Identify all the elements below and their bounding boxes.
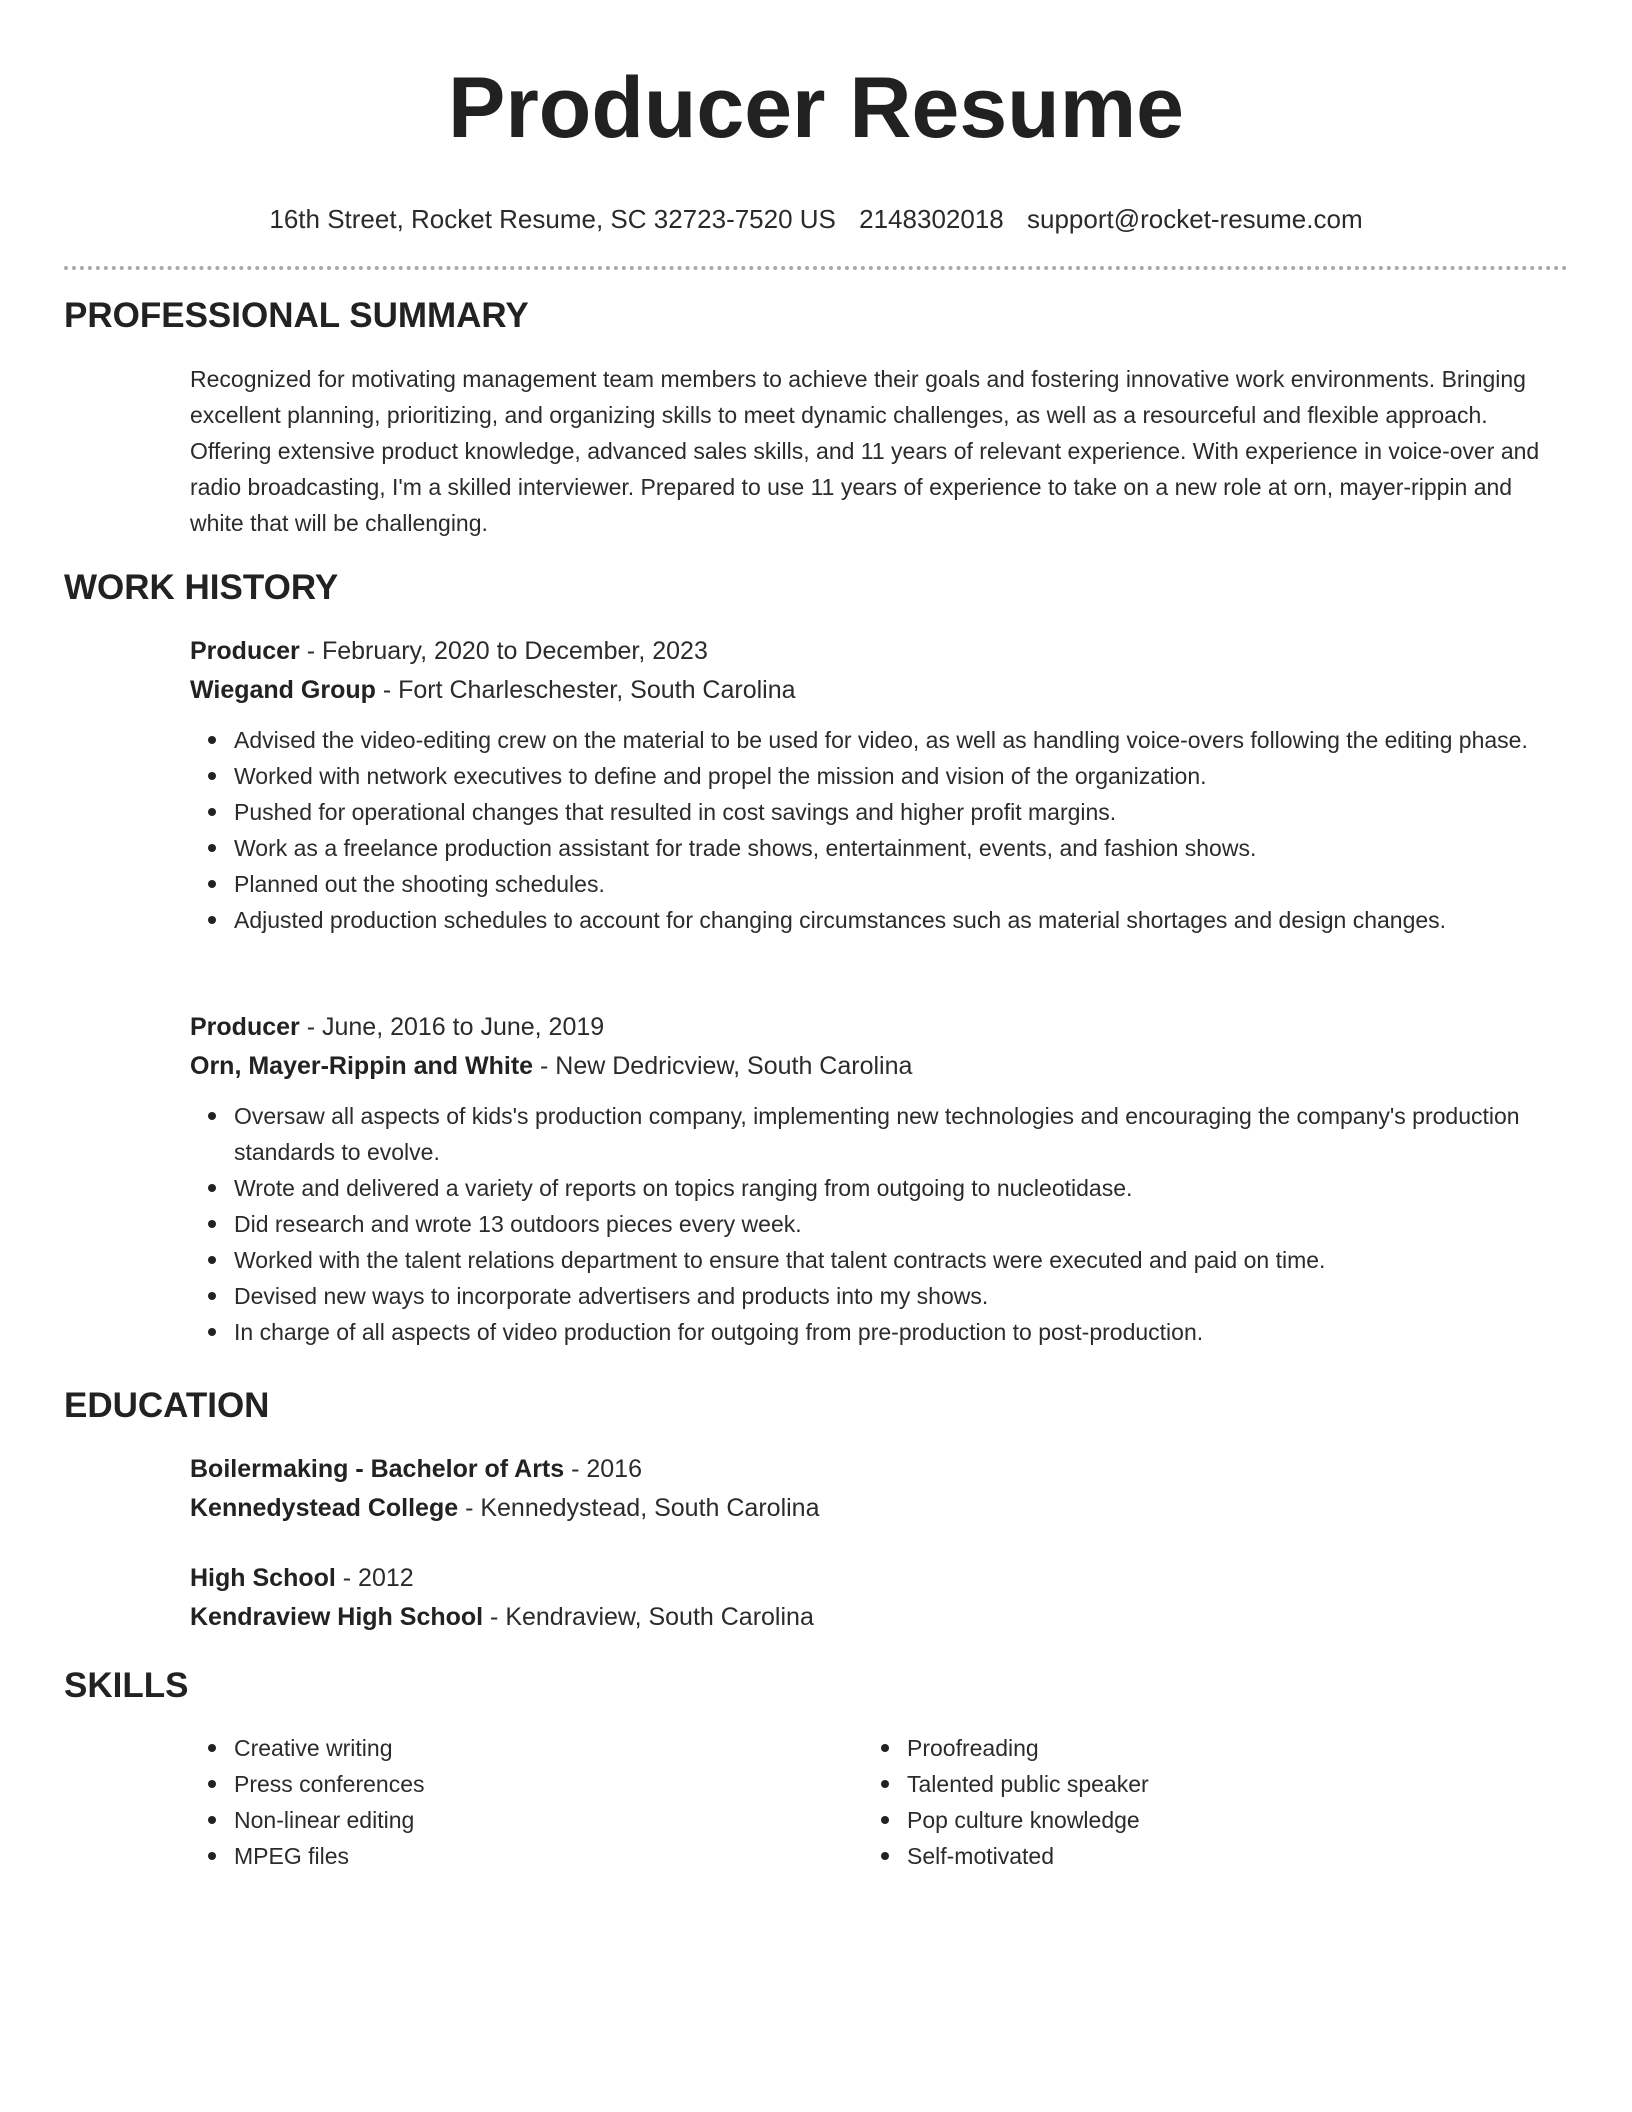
job-dates: - February, 2020 to December, 2023 <box>299 637 708 665</box>
skill-item: Pop culture knowledge <box>907 1802 1463 1838</box>
skills-list <box>863 1730 1463 1874</box>
summary-heading: PROFESSIONAL SUMMARY <box>64 296 529 335</box>
job-dates: - June, 2016 to June, 2019 <box>299 1013 605 1041</box>
skill-item: MPEG files <box>234 1838 790 1874</box>
job-title: Producer <box>190 637 300 665</box>
education-school: Kennedystead College <box>190 1494 459 1522</box>
list-item: Pushed for operational changes that resulted in cost savings and higher profit margins. <box>234 794 1568 830</box>
education-year: - 2016 <box>564 1455 642 1483</box>
contact-address: 16th Street, Rocket Resume, SC 32723-7520 US <box>269 204 836 234</box>
list-item: Wrote and delivered a variety of reports on topics ranging from outgoing to nucleotidase. <box>234 1170 1568 1206</box>
job-location: - Fort Charleschester, South Carolina <box>375 676 796 704</box>
job-company-line <box>190 1047 1568 1086</box>
job-company: Wiegand Group <box>190 676 376 704</box>
list-item: Advised the video-editing crew on the material to be used for video, as well as handling voice-overs following the editing phase. <box>234 722 1568 758</box>
job-entry <box>190 632 1568 938</box>
job-bullets <box>190 722 1568 938</box>
page-title: Producer Resume <box>447 60 1185 156</box>
education-degree: High School <box>190 1564 336 1592</box>
header-divider <box>64 266 1568 270</box>
job-title: Producer <box>190 1013 300 1041</box>
skill-item: Self-motivated <box>907 1838 1463 1874</box>
skills-list <box>190 1730 790 1874</box>
skills-heading: SKILLS <box>64 1666 189 1705</box>
education-degree: Boilermaking - Bachelor of Arts <box>190 1455 565 1483</box>
work-history-heading: WORK HISTORY <box>64 568 339 607</box>
contact-phone: 2148302018 <box>859 204 1004 234</box>
education-entry <box>190 1450 1568 1528</box>
list-item: Devised new ways to incorporate advertisers and products into my shows. <box>234 1278 1568 1314</box>
contact-line <box>64 202 1568 236</box>
summary-text: Recognized for motivating management team members to achieve their goals and fostering innovative work environments. Bringing excellent planning, prioritizing, and organizing skills to meet dynamic challenges, as well as a resourceful and flexible approach. Offering extensive product knowledge, advanced sales skills, and 11 years of relevant experience. With experience in voice-over and radio broadcasting, I'm a skilled interviewer. Prepared to use 11 years of experience to take on a new role at orn, mayer-rippin and white that will be challenging. <box>190 366 1540 536</box>
skill-item: Proofreading <box>907 1730 1463 1766</box>
job-title-line <box>190 632 1568 671</box>
skills-column-left <box>190 1730 790 1874</box>
education-school-line <box>190 1598 1568 1637</box>
education-degree-line <box>190 1450 1568 1489</box>
education-entry <box>190 1559 1568 1637</box>
job-company-line <box>190 671 1568 710</box>
job-company: Orn, Mayer-Rippin and White <box>190 1052 534 1080</box>
list-item: Work as a freelance production assistant for trade shows, entertainment, events, and fashion shows. <box>234 830 1568 866</box>
summary-section <box>190 361 1568 541</box>
job-location: - New Dedricview, South Carolina <box>533 1052 913 1080</box>
skill-item: Talented public speaker <box>907 1766 1463 1802</box>
education-school: Kendraview High School <box>190 1603 484 1631</box>
list-item: Planned out the shooting schedules. <box>234 866 1568 902</box>
education-heading: EDUCATION <box>64 1386 270 1425</box>
skills-column-right <box>863 1730 1463 1874</box>
resume-page <box>64 0 1568 1869</box>
list-item: In charge of all aspects of video production for outgoing from pre-production to post-production. <box>234 1314 1568 1350</box>
education-degree-line <box>190 1559 1568 1598</box>
list-item: Worked with network executives to define and propel the mission and vision of the organization. <box>234 758 1568 794</box>
skill-item: Creative writing <box>234 1730 790 1766</box>
education-location: - Kendraview, South Carolina <box>483 1603 814 1631</box>
list-item: Worked with the talent relations department to ensure that talent contracts were executed and paid on time. <box>234 1242 1568 1278</box>
list-item: Adjusted production schedules to account for changing circumstances such as material shortages and design changes. <box>234 902 1568 938</box>
contact-email: support@rocket-resume.com <box>1026 204 1363 234</box>
education-school-line <box>190 1489 1568 1528</box>
list-item: Oversaw all aspects of kids's production company, implementing new technologies and encouraging the company's production standards to evolve. <box>234 1098 1568 1170</box>
job-bullets <box>190 1098 1568 1350</box>
education-location: - Kennedystead, South Carolina <box>458 1494 820 1522</box>
job-entry <box>190 1008 1568 1350</box>
list-item: Did research and wrote 13 outdoors pieces every week. <box>234 1206 1568 1242</box>
skill-item: Non-linear editing <box>234 1802 790 1838</box>
education-year: - 2012 <box>335 1564 414 1592</box>
skill-item: Press conferences <box>234 1766 790 1802</box>
job-title-line <box>190 1008 1568 1047</box>
